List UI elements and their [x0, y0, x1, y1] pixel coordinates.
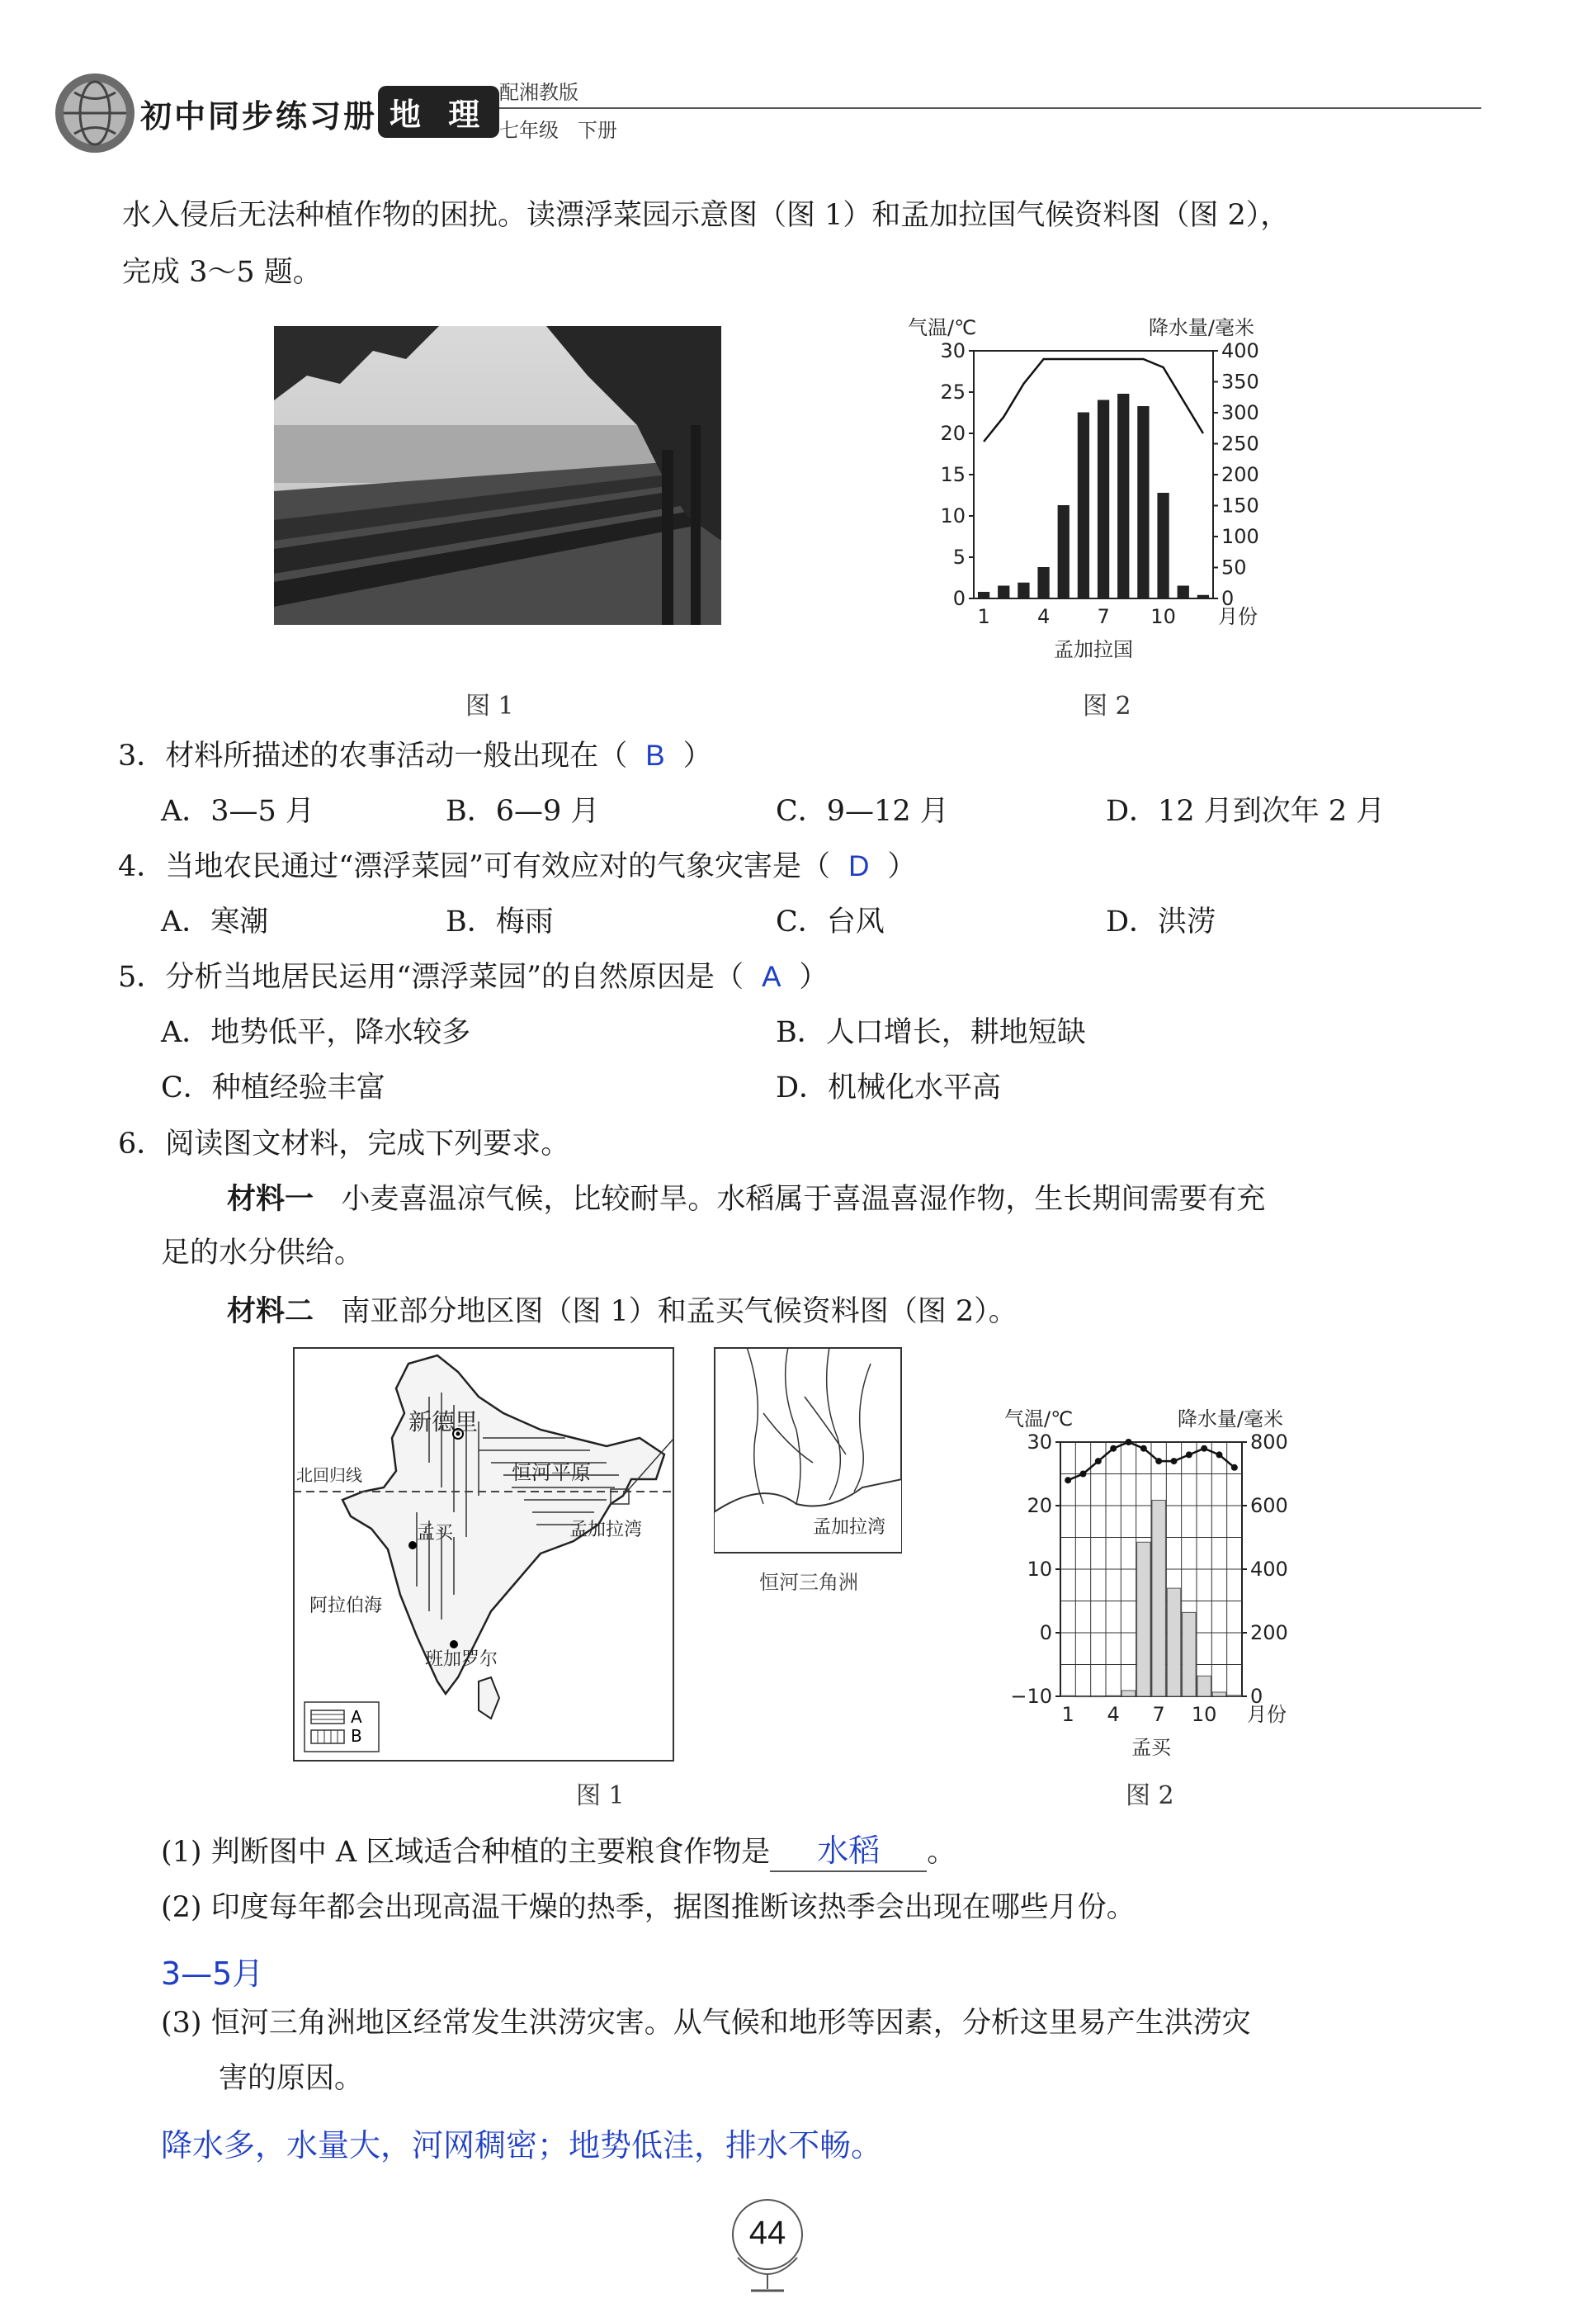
precip-bar-month-8	[1118, 395, 1129, 599]
edition-label: 配湘教版	[499, 81, 578, 104]
legend-b-label: B	[351, 1726, 362, 1746]
header-rule	[499, 107, 1481, 109]
q4-option-a: A．寒潮	[161, 906, 269, 939]
inset-bay-label: 孟加拉湾	[813, 1517, 886, 1538]
temp-tick-label: 10	[940, 504, 966, 527]
arabian-label: 阿拉伯海	[309, 1596, 383, 1616]
temp-tick-label: 15	[940, 463, 966, 486]
y-right-axis-label: 降水量/毫米	[1148, 316, 1254, 339]
precip-bar-month-1	[978, 593, 989, 599]
precip-bar-month-9	[1138, 407, 1149, 599]
book-title: 初中同步练习册	[140, 97, 378, 135]
q4-stem	[118, 849, 916, 884]
q6-material-1-cont: 足的水分供给。	[161, 1237, 364, 1270]
q4-option-c: C．台风	[776, 906, 885, 939]
temp-tick-label: 30	[940, 339, 966, 362]
month-tick-label: 4	[1036, 605, 1051, 628]
precip-tick-label: 0	[1221, 587, 1235, 610]
q3-option-a: A．3—5 月	[161, 795, 314, 828]
material-1-label: 材料一	[227, 1182, 314, 1216]
precip-tick-label: 100	[1221, 525, 1259, 548]
temperature-point-month-6	[1140, 1445, 1147, 1452]
plot-frame	[974, 351, 1213, 598]
q3-option-d: D．12 月到次年 2 月	[1106, 795, 1386, 828]
legend-a-label: A	[351, 1707, 362, 1727]
temp-tick-label: 20	[1027, 1494, 1052, 1517]
chart-place-name: 孟买	[1131, 1736, 1171, 1759]
bay-label: 孟加拉湾	[569, 1520, 643, 1540]
q5-option-c: C．种植经验丰富	[161, 1071, 385, 1104]
temp-tick-label: 5	[952, 546, 966, 569]
q5-option-d: D．机械化水平高	[776, 1071, 1002, 1104]
precip-bar-month-12	[1197, 595, 1208, 598]
precip-tick-label: 400	[1250, 1558, 1288, 1581]
q4-stem-end: ）	[887, 850, 917, 883]
q3-stem-text: 3．材料所描述的农事活动一般出现在（	[118, 740, 628, 773]
precip-bar-month-3	[1018, 583, 1029, 598]
precip-bar-month-4	[1038, 568, 1049, 599]
q4-stem-text: 4．当地农民通过“漂浮菜园”可有效应对的气象灾害是（	[118, 850, 831, 883]
q6-material-2	[227, 1294, 1018, 1329]
x-axis-label: 月份	[1247, 1703, 1287, 1726]
precip-bar-month-10	[1197, 1676, 1211, 1696]
precip-bar-month-12	[1228, 1695, 1242, 1696]
temperature-point-month-2	[1080, 1471, 1087, 1478]
inset-caption: 恒河三角洲	[759, 1571, 858, 1594]
precip-bar-month-7	[1152, 1500, 1166, 1696]
y-right-axis-label: 降水量/毫米	[1177, 1407, 1283, 1431]
temperature-point-month-8	[1171, 1458, 1178, 1464]
page-header	[50, 68, 1436, 158]
precip-tick-label: 300	[1221, 401, 1259, 424]
q6-stem: 6．阅读图文材料，完成下列要求。	[118, 1128, 570, 1161]
subject-badge: 地 理	[378, 86, 499, 138]
precip-bar-month-6	[1078, 413, 1088, 598]
grade-text: 七年级	[499, 119, 559, 142]
month-tick-label: 7	[1097, 605, 1110, 628]
material-1-text: 小麦喜温凉气候，比较耐旱。水稻属于喜温喜湿作物，生长期间需要有充	[341, 1183, 1266, 1216]
legend-b-swatch	[311, 1730, 344, 1743]
precip-bar-month-11	[1212, 1692, 1226, 1696]
month-tick-label: 10	[1191, 1703, 1217, 1726]
temp-tick-label: 30	[1027, 1431, 1052, 1454]
q3-stem	[118, 739, 712, 773]
month-tick-label: 7	[1152, 1703, 1165, 1726]
precip-tick-label: 800	[1250, 1431, 1288, 1454]
precip-bar-month-5	[1058, 506, 1069, 599]
precip-tick-label: 350	[1221, 370, 1259, 394]
bangladesh-climate-chart	[908, 297, 1304, 685]
mumbai-label: 孟买	[417, 1523, 454, 1544]
temperature-point-month-3	[1095, 1458, 1102, 1464]
temp-tick-label: 0	[952, 587, 966, 610]
precip-bar-month-4	[1107, 1695, 1121, 1696]
globe-logo-icon	[50, 68, 140, 158]
precip-tick-label: 600	[1250, 1494, 1288, 1517]
q5-stem-end: ）	[799, 961, 829, 994]
precip-bar-month-3	[1092, 1696, 1106, 1697]
top-fig1-caption: 图 1	[465, 692, 514, 721]
material-2-label: 材料二	[227, 1294, 314, 1328]
temperature-point-month-11	[1216, 1451, 1223, 1458]
ganges-delta-inset	[714, 1347, 902, 1554]
precip-tick-label: 250	[1221, 432, 1259, 456]
legend-a-swatch	[311, 1710, 344, 1724]
temperature-point-month-9	[1186, 1451, 1192, 1458]
mumbai-climate-chart	[994, 1391, 1341, 1762]
q3-option-c: C．9—12 月	[776, 795, 949, 828]
legend-box	[305, 1702, 379, 1752]
temp-tick-label: 20	[940, 422, 966, 445]
month-tick-label: 4	[1107, 1703, 1120, 1726]
month-tick-label: 10	[1150, 605, 1176, 628]
precip-tick-label: 200	[1250, 1621, 1288, 1644]
top-fig2-caption: 图 2	[1083, 692, 1131, 721]
temp-tick-label: 10	[1027, 1558, 1052, 1581]
q4-option-d: D．洪涝	[1106, 906, 1216, 939]
precip-bar-month-2	[1076, 1696, 1090, 1697]
precip-bar-month-7	[1098, 400, 1108, 598]
intro-line-2: 完成 3～5 题。	[122, 256, 322, 289]
temp-tick-label: −10	[1010, 1685, 1052, 1708]
temp-tick-label: 0	[1039, 1621, 1052, 1644]
q3-stem-end: ）	[682, 740, 712, 773]
temperature-point-month-5	[1126, 1439, 1132, 1445]
q3-option-b: B．6—9 月	[446, 795, 600, 828]
precip-bar-month-6	[1137, 1542, 1151, 1696]
q5-answer: A	[762, 961, 781, 993]
temperature-point-month-1	[1065, 1477, 1071, 1483]
precip-bar-month-11	[1178, 586, 1188, 598]
q6-material-1	[227, 1182, 1265, 1217]
q6-sub3-line-1: (3) 恒河三角洲地区经常发生洪涝灾害。从气候和地形等因素，分析这里易产生洪涝灾	[161, 2007, 1251, 2040]
temperature-point-month-12	[1231, 1464, 1238, 1471]
precip-bar-month-5	[1121, 1691, 1136, 1696]
bangalore-marker	[450, 1640, 458, 1648]
sub1-text: (1) 判断图中 A 区域适合种植的主要粮食作物是	[161, 1836, 771, 1869]
q5-stem	[118, 960, 828, 995]
mumbai-marker	[408, 1541, 417, 1549]
material-2-text: 南亚部分地区图（图 1）和孟买气候资料图（图 2）。	[341, 1295, 1018, 1328]
q5-option-a: A．地势低平，降水较多	[161, 1016, 471, 1049]
bangalore-label: 班加罗尔	[425, 1649, 498, 1670]
grade-label	[499, 114, 617, 143]
q6-sub1	[161, 1833, 956, 1872]
precip-bar-month-1	[1061, 1695, 1075, 1696]
month-tick-label: 1	[977, 605, 990, 628]
precip-tick-label: 0	[1250, 1685, 1263, 1708]
q6-sub3-line-2: 害的原因。	[219, 2062, 364, 2095]
temperature-point-month-7	[1155, 1458, 1162, 1464]
q4-answer: D	[848, 850, 870, 882]
delhi-label: 新德里	[408, 1408, 479, 1435]
precip-bar-month-8	[1167, 1588, 1181, 1696]
q5-stem-text: 5．分析当地居民运用“漂浮菜园”的自然原因是（	[118, 961, 744, 994]
y-left-axis-label: 气温/℃	[1004, 1407, 1074, 1431]
sub2-answer: 3—5月	[161, 1955, 264, 1992]
y-left-axis-label: 气温/℃	[908, 316, 977, 339]
q6-fig2-caption: 图 2	[1126, 1781, 1174, 1810]
precip-tick-label: 200	[1221, 463, 1259, 486]
q6-sub2: (2) 印度每年都会出现高温干燥的热季，据图推断该热季会出现在哪些月份。	[161, 1891, 1136, 1924]
temp-tick-label: 25	[940, 381, 966, 404]
sub1-end: 。	[927, 1836, 956, 1869]
intro-line-1: 水入侵后无法种植作物的困扰。读漂浮菜园示意图（图 1）和孟加拉国气候资料图（图 2），	[122, 199, 1290, 232]
x-axis-label: 月份	[1218, 605, 1258, 628]
q5-option-b: B．人口增长，耕地短缺	[776, 1016, 1086, 1049]
sub1-answer: 水稻	[770, 1833, 927, 1872]
sub3-answer: 降水多，水量大，河网稠密；地势低洼，排水不畅。	[161, 2127, 883, 2164]
precip-bar-month-10	[1158, 494, 1169, 599]
q6-fig1-caption: 图 1	[576, 1781, 625, 1810]
tropic-label: 北回归线	[296, 1465, 362, 1485]
chart-place-name: 孟加拉国	[1054, 638, 1133, 661]
temperature-point-month-10	[1201, 1445, 1207, 1452]
precip-tick-label: 400	[1221, 339, 1259, 362]
floating-garden-photo	[274, 326, 721, 625]
ganges-label: 恒河平原	[512, 1461, 591, 1484]
q4-option-b: B．梅雨	[446, 906, 554, 939]
volume-text: 下册	[577, 119, 617, 142]
precip-tick-label: 50	[1221, 556, 1247, 579]
temperature-point-month-4	[1110, 1445, 1117, 1452]
south-asia-map	[293, 1347, 674, 1762]
month-tick-label: 1	[1061, 1703, 1074, 1726]
precip-tick-label: 150	[1221, 494, 1259, 518]
precip-bar-month-2	[999, 586, 1009, 598]
page-number: 44	[748, 2215, 786, 2251]
precip-bar-month-9	[1183, 1612, 1197, 1696]
q3-answer: B	[645, 740, 665, 772]
